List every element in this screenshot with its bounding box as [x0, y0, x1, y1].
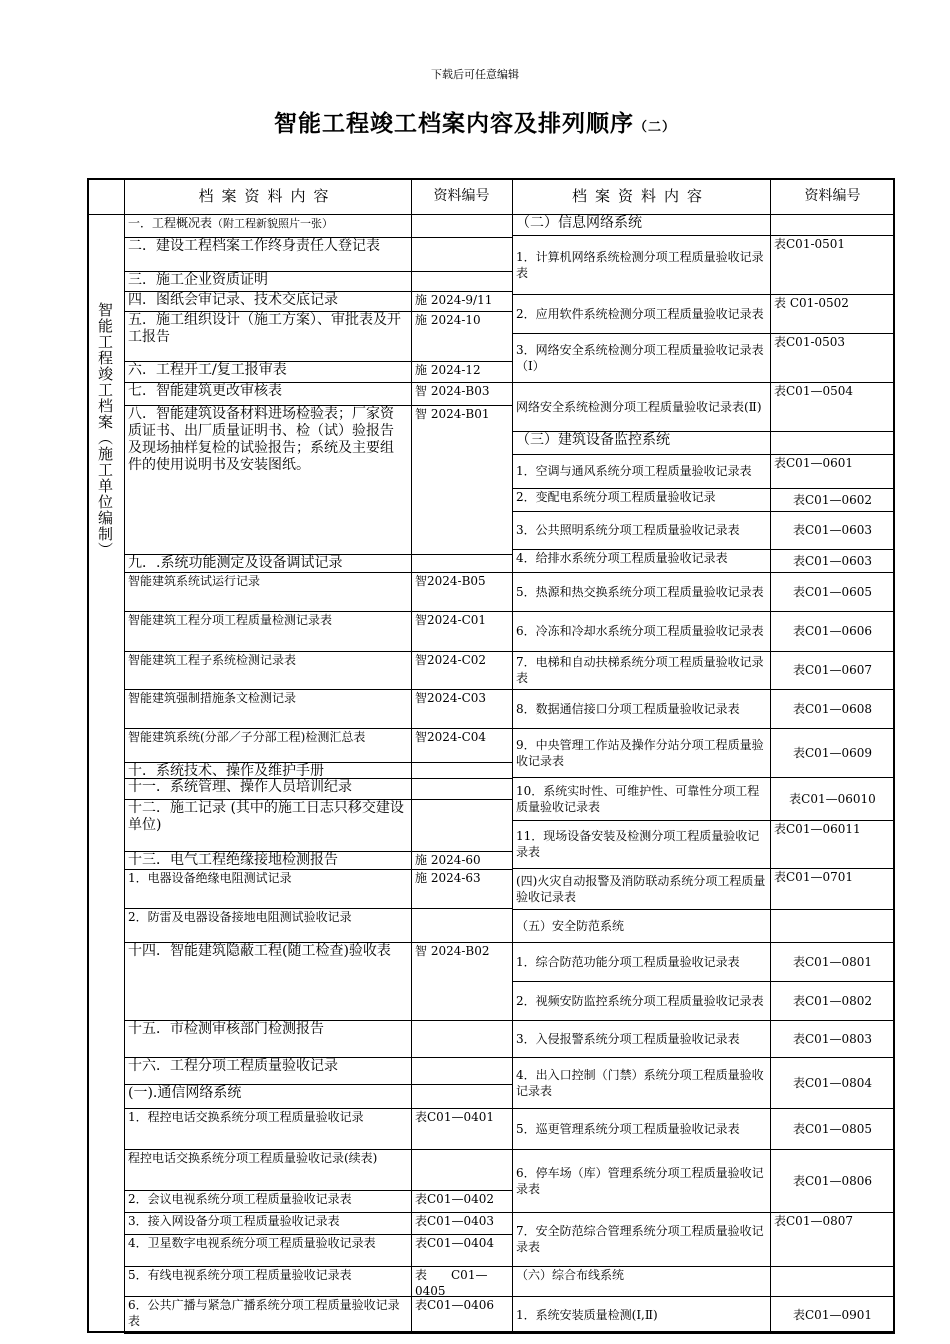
left-row-content [124, 1149, 411, 1190]
document-title-sub: （二） [633, 120, 676, 135]
left-row-code: 智2024-C04 [415, 730, 487, 744]
right-row-code: 表 C01-0502 [774, 296, 849, 310]
left-row-content-text: 二．建设工程档案工作终身责任人登记表 [128, 238, 380, 254]
page-header-note: 下载后可任意编辑 [431, 68, 519, 81]
right-row-code: 表C01—0609 [793, 745, 872, 760]
left-row-code: 智2024-B05 [415, 574, 486, 588]
right-row-content: 6．停车场（库）管理系统分项工程质量验收记录表 [516, 1165, 764, 1196]
left-row-code: 表C01—0406 [415, 1298, 494, 1312]
right-row-code [770, 214, 895, 235]
left-row-content-text: 智能建筑强制措施条文检测记录 [128, 691, 297, 705]
left-row-code [411, 908, 512, 942]
column-divider [411, 178, 412, 1333]
side-label-text: 智能工程竣工档案（施工单位编制） [96, 302, 114, 558]
document-title-main: 智能工程竣工档案内容及排列顺序 [273, 111, 634, 137]
right-row-code: 表C01—0803 [793, 1031, 872, 1046]
right-row-content: 10．系统实时性、可维护性、可靠性分项工程质量验收记录表 [516, 783, 760, 814]
right-row-content: 7．电梯和自动扶梯系统分项工程质量验收记录表 [516, 655, 764, 685]
right-row-code: 表C01—0603 [793, 553, 872, 568]
left-row-code [411, 799, 512, 851]
column-divider [124, 178, 125, 1333]
right-row-code: 表C01—0601 [774, 456, 853, 470]
right-row-code: 表C01—0608 [793, 701, 872, 716]
right-row-code: 表C01—0701 [774, 870, 853, 884]
right-row-content: 4．出入口控制（门禁）系统分项工程质量验收记录表 [516, 1067, 764, 1098]
right-row-content: 5．热源和热交换系统分项工程质量验收记录表 [516, 584, 764, 599]
left-row-content [124, 651, 411, 689]
left-row-content [124, 869, 411, 908]
left-row-content-text: 十二．施工记录 (其中的施工日志只移交建设单位) [128, 800, 404, 833]
left-row-code: 表C01—0404 [415, 1236, 494, 1250]
col-header-code-left: 资料编号 [433, 187, 490, 204]
col-header-content-right: 档案资料内容 [571, 186, 710, 205]
side-label [87, 214, 124, 1333]
right-row-content: 5．巡更管理系统分项工程质量验收记录表 [516, 1121, 740, 1136]
right-row-code: 表C01—0607 [793, 663, 872, 677]
left-row-content [124, 271, 411, 291]
left-row-content [124, 1057, 411, 1084]
left-row-content [124, 728, 411, 762]
right-row-code: 表C01—06011 [774, 822, 861, 836]
right-row-content: （三）建筑设备监控系统 [516, 432, 670, 448]
left-row-code: 智 2024-B03 [415, 384, 490, 398]
left-row-content-text: 智能建筑系统试运行记录 [128, 574, 261, 588]
left-row-content-text: 三．施工企业资质证明 [128, 272, 268, 288]
right-row-content: 网络安全系统检测分项工程质量验收记录表(Ⅱ) [516, 399, 762, 414]
left-row-content [124, 1020, 411, 1057]
left-row-content-text: 3．接入网设备分项工程质量验收记录表 [128, 1214, 340, 1228]
left-row-content-text: 七．智能建筑更改审核表 [128, 383, 282, 399]
left-row-content [124, 1212, 411, 1234]
left-row-content [124, 611, 411, 651]
left-row-content [124, 908, 411, 942]
left-row-code [411, 778, 512, 799]
left-row-content [124, 1266, 411, 1296]
left-row-code: 表 C01—0405 [415, 1268, 488, 1296]
left-row-content [124, 1234, 411, 1266]
right-row-code: 表C01—06010 [789, 791, 876, 806]
right-row-code: 表C01—0805 [793, 1121, 872, 1136]
left-row-content [124, 762, 411, 778]
left-row-code: 表C01—0401 [415, 1110, 494, 1124]
row-divider [512, 1333, 895, 1334]
right-row-content: 1．计算机网络系统检测分项工程质量验收记录表 [516, 249, 764, 280]
right-row-content: 3．公共照明系统分项工程质量验收记录表 [516, 523, 740, 537]
right-row-code [770, 1266, 895, 1296]
row-divider [124, 1333, 512, 1334]
right-row-content: 1．系统安装质量检测(Ⅰ,Ⅱ) [516, 1307, 658, 1322]
column-divider [770, 178, 771, 1333]
left-row-code [411, 214, 512, 237]
right-row-content: （五）安全防范系统 [516, 918, 625, 933]
left-row-code [411, 1057, 512, 1084]
left-row-content [124, 851, 411, 869]
left-row-content-text: 程控电话交换系统分项工程质量验收记录(续表) [128, 1151, 378, 1165]
left-row-content-text: 六．工程开工/复工报审表 [128, 362, 287, 378]
document-title [0, 105, 950, 138]
left-row-content-text: 智能建筑工程分项工程质量检测记录表 [128, 613, 333, 627]
left-row-code: 智2024-C03 [415, 691, 487, 705]
right-row-code: 表C01—0603 [793, 523, 872, 537]
left-row-content-text: 智能建筑工程子系统检测记录表 [128, 653, 297, 667]
right-row-code: 表C01—0807 [774, 1214, 853, 1228]
right-row-content: （二）信息网络系统 [516, 215, 642, 231]
left-row-code [411, 237, 512, 271]
left-row-content-text: 十六．工程分项工程质量验收记录 [128, 1058, 338, 1074]
right-row-code: 表C01—0806 [793, 1173, 872, 1188]
left-row-code [411, 1149, 512, 1190]
left-row-content-text: 四．图纸会审记录、技术交底记录 [128, 292, 338, 308]
right-row-content: 3．入侵报警系统分项工程质量验收记录表 [516, 1031, 740, 1046]
left-row-content-text: 十四．智能建筑隐蔽工程(随工检查)验收表 [128, 943, 391, 959]
right-row-code: 表C01-0503 [774, 335, 846, 349]
left-row-content-text: (一).通信网络系统 [128, 1085, 242, 1101]
left-row-code: 表C01—0402 [415, 1192, 494, 1206]
left-row-code [411, 1020, 512, 1057]
right-row-content: 1．综合防范功能分项工程质量验收记录表 [516, 954, 740, 969]
left-row-content-text: 十．系统技术、操作及维护手册 [128, 763, 324, 778]
right-row-code: 表C01-0501 [774, 237, 846, 251]
header-divider [87, 214, 895, 215]
right-row-code: 表C01—0602 [793, 492, 872, 507]
right-row-code: 表C01—0804 [793, 1075, 872, 1090]
left-row-content [124, 1296, 411, 1333]
left-row-content-text: 2．会议电视系统分项工程质量验收记录表 [128, 1192, 352, 1206]
left-row-code: 施 2024-12 [415, 363, 481, 377]
right-row-content: 2．应用软件系统检测分项工程质量验收记录表 [516, 306, 764, 321]
right-row-code: 表C01—0802 [793, 993, 872, 1008]
left-row-content-text: 1．程控电话交换系统分项工程质量验收记录 [128, 1110, 364, 1124]
archive-table [87, 178, 895, 1333]
col-header-content-left: 档案资料内容 [198, 186, 337, 205]
column-divider [512, 178, 513, 1333]
right-row-code: 表C01—0605 [793, 584, 872, 599]
left-row-code [411, 271, 512, 291]
left-row-content [124, 311, 411, 361]
left-row-code: 智2024-C01 [415, 613, 487, 627]
left-row-content-text: 五．施工组织设计（施工方案）、审批表及开工报告 [128, 312, 401, 345]
left-row-content-text: 十一．系统管理、操作人员培训纪录 [128, 779, 352, 795]
left-row-code: 智 2024-B01 [415, 407, 490, 421]
right-row-content: 1．空调与通风系统分项工程质量验收记录表 [516, 464, 752, 478]
left-row-code: 智 2024-B02 [415, 944, 490, 958]
left-row-content [124, 572, 411, 611]
left-row-content [124, 214, 411, 237]
left-row-content-text: 一．工程概况表 [128, 216, 213, 230]
left-row-content [124, 291, 411, 311]
left-row-content [124, 237, 411, 271]
right-row-code [770, 431, 895, 454]
left-row-content-text: 十三．电气工程绝缘接地检测报告 [128, 852, 338, 868]
left-row-content [124, 942, 411, 1020]
left-row-code: 施 2024-9/11 [415, 293, 493, 307]
left-row-content-text: 5．有线电视系统分项工程质量验收记录表 [128, 1268, 352, 1282]
left-row-code: 施 2024-60 [415, 853, 481, 867]
left-row-content [124, 778, 411, 799]
left-row-content [124, 1190, 411, 1212]
left-row-content [124, 1084, 411, 1108]
col-header-code-right: 资料编号 [804, 187, 861, 204]
left-row-content [124, 1108, 411, 1149]
right-row-content: 4．给排水系统分项工程质量验收记录表 [516, 551, 728, 565]
left-row-content-text: 十五．市检测审核部门检测报告 [128, 1021, 324, 1037]
left-row-content [124, 799, 411, 851]
left-row-content-text: 1．电器设备绝缘电阻测试记录 [128, 871, 292, 885]
left-row-content [124, 689, 411, 728]
left-row-content [124, 405, 411, 554]
left-row-code [411, 762, 512, 778]
left-row-code: 施 2024-63 [415, 871, 481, 885]
right-row-content: (四)火灾自动报警及消防联动系统分项工程质量验收记录表 [516, 873, 766, 904]
right-row-content: （六）综合布线系统 [516, 1268, 625, 1282]
right-row-content: 2．变配电系统分项工程质量验收记录 [516, 490, 716, 504]
left-row-code [411, 1084, 512, 1108]
right-row-code: 表C01—0901 [793, 1307, 872, 1322]
left-row-content-text: 九．.系统功能测定及设备调试记录 [128, 555, 343, 571]
left-row-content [124, 554, 411, 572]
left-row-content-text: 2．防雷及电器设备接地电阻测试验收记录 [128, 910, 352, 924]
left-row-code: 施 2024-10 [415, 313, 481, 327]
right-row-content: 6．冷冻和冷却水系统分项工程质量验收记录表 [516, 624, 764, 638]
right-row-code: 表C01—0504 [774, 384, 853, 398]
left-row-note: （附工程新貌照片一张） [212, 217, 334, 230]
left-row-content-text: 6．公共广播与紧急广播系统分项工程质量验收记录表 [128, 1298, 400, 1328]
right-row-content: 11．现场设备安装及检测分项工程质量验收记录表 [516, 829, 760, 859]
right-row-content: 3．网络安全系统检测分项工程质量验收记录表（Ⅰ） [516, 342, 764, 373]
right-row-content: 7．安全防范综合管理系统分项工程质量验收记录表 [516, 1224, 764, 1254]
left-row-code [411, 554, 512, 572]
right-row-code: 表C01—0801 [793, 954, 872, 969]
right-row-code: 表C01—0606 [793, 624, 872, 638]
right-row-code [770, 909, 895, 942]
left-row-content-text: 智能建筑系统(分部／子分部工程)检测汇总表 [128, 730, 366, 744]
right-row-content: 2．视频安防监控系统分项工程质量验收记录表 [516, 993, 764, 1008]
right-row-content: 9．中央管理工作站及操作分站分项工程质量验收记录表 [516, 737, 764, 768]
left-row-content-text: 八．智能建筑设备材料进场检验表；厂家资质证书、出厂质量证明书、检（试）验报告及现场抽样复检的试验报告；系统及主要组件的使用说明书及安装图纸。 [128, 406, 394, 473]
left-row-content-text: 4．卫星数字电视系统分项工程质量验收记录表 [128, 1236, 376, 1250]
right-row-content: 8．数据通信接口分项工程质量验收记录表 [516, 701, 740, 716]
left-row-code: 智2024-C02 [415, 653, 487, 667]
left-row-content [124, 361, 411, 382]
left-row-code: 表C01—0403 [415, 1214, 494, 1228]
left-row-content [124, 382, 411, 405]
